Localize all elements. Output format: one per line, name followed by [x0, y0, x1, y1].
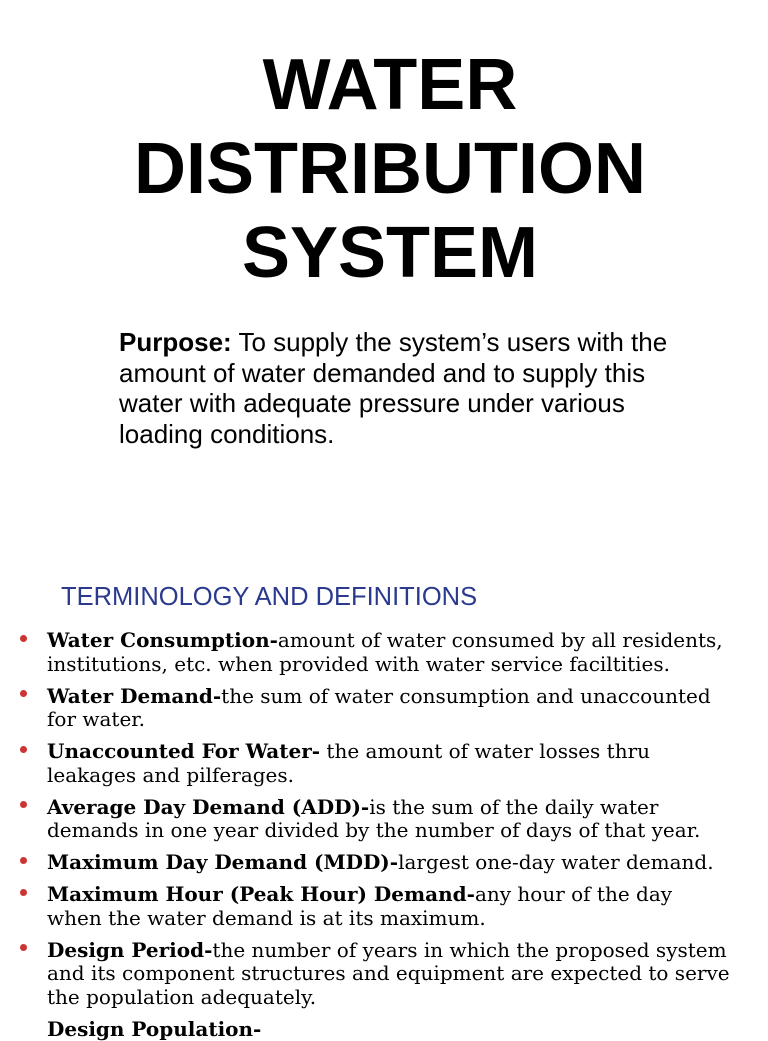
bullet-marker [20, 801, 27, 808]
definition-term: Design Population- [47, 1016, 262, 1041]
bullet-marker [20, 635, 27, 642]
page-title [22, 43, 758, 295]
bullet-marker [20, 690, 27, 697]
definition-item [47, 939, 762, 1010]
definition-term: Maximum Day Demand (MDD)- [47, 850, 399, 874]
title-line-2: DISTRIBUTION [134, 129, 646, 209]
bullet-marker [20, 857, 27, 864]
purpose-paragraph [119, 327, 749, 450]
definition-item [47, 796, 762, 843]
definition-text: is the sum of the daily water demands in one year divided by the number of days of that year. [47, 794, 701, 842]
definition-term: Water Consumption- [47, 628, 278, 652]
title-line-1: WATER [262, 45, 518, 125]
title-line-3: SYSTEM [241, 213, 539, 293]
definition-term: Water Demand- [47, 683, 222, 708]
definition-item [47, 740, 762, 787]
definition-text: amount of water consumed by all residents, institutions, etc. when provided with water service faciltities. [47, 628, 723, 676]
definition-item [47, 685, 762, 732]
definition-term: Maximum Hour (Peak Hour) Demand- [47, 882, 475, 906]
definition-item [47, 883, 762, 930]
definitions-list [47, 628, 762, 1041]
definition-term: Unaccounted For Water- [47, 739, 321, 763]
definition-item-partial [47, 1016, 762, 1041]
definition-item [47, 851, 762, 875]
definition-term: Average Day Demand (ADD)- [47, 794, 370, 819]
bullet-marker [20, 889, 27, 896]
definition-text: the number of years in which the proposed system and its component structures and equipment are expected to serve the population adequately. [47, 937, 730, 1009]
definition-text: any hour of the day when the water demand is at its maximum. [47, 882, 673, 930]
purpose-label: Purpose: [119, 327, 232, 357]
bullet-marker [20, 746, 27, 753]
definition-term: Design Period- [47, 937, 213, 962]
definition-text: the sum of water consumption and unaccounted for water. [47, 683, 711, 731]
definition-text: largest one-day water demand. [398, 850, 714, 874]
section-heading: TERMINOLOGY AND DEFINITIONS [61, 583, 478, 611]
definition-text: the amount of water losses thru leakages and pilferages. [47, 739, 651, 787]
definition-item [47, 629, 762, 676]
purpose-text: To supply the system’s users with the amount of water demanded and to supply this water with adequate pressure under various loading conditions. [119, 327, 668, 450]
bullet-marker [20, 944, 27, 951]
